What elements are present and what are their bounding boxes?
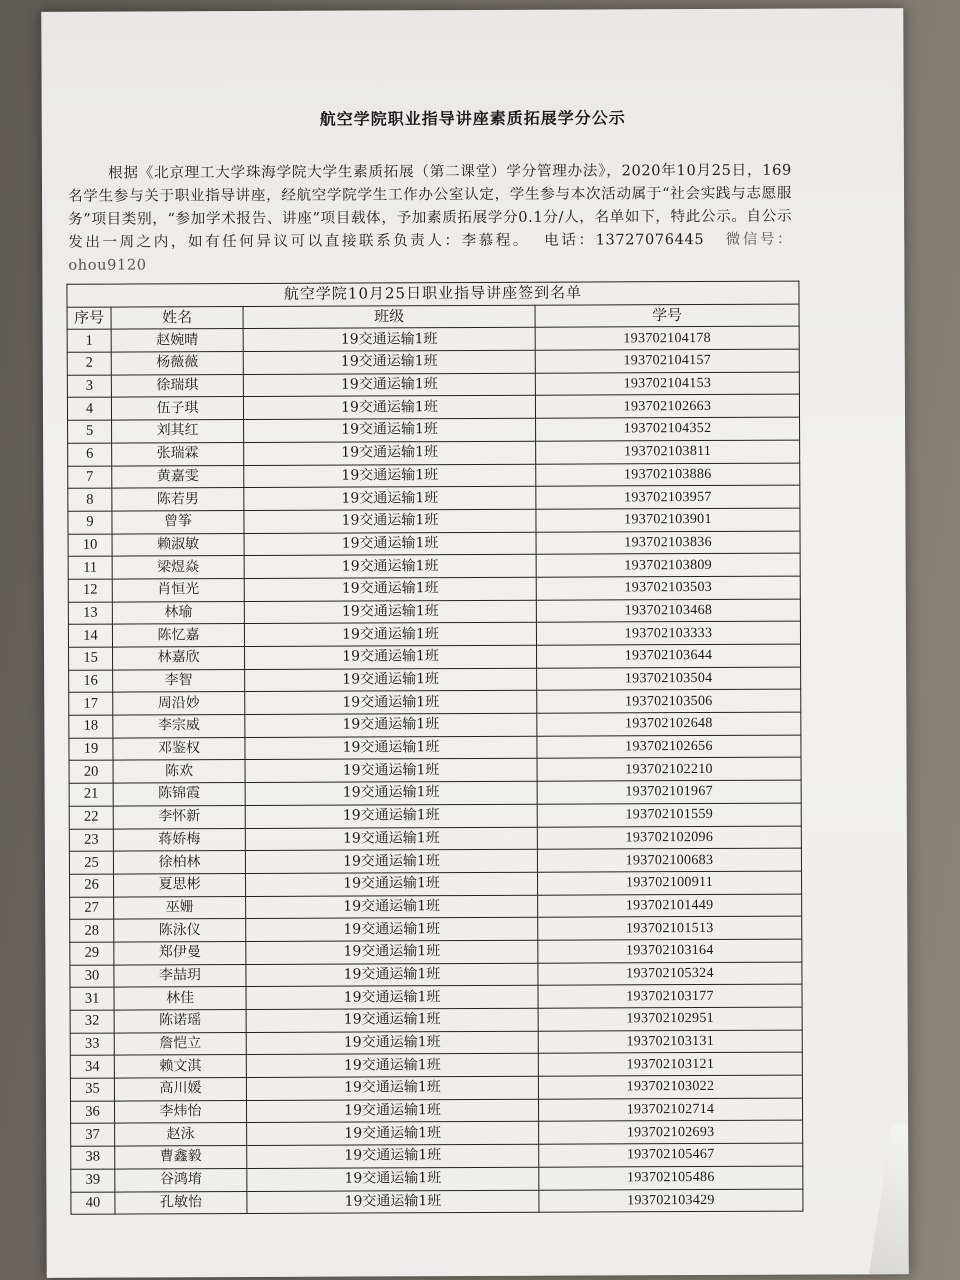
cell-class: 19交通运输1班 xyxy=(244,441,536,465)
cell-class: 19交通运输1班 xyxy=(247,1122,539,1146)
cell-index: 2 xyxy=(67,352,111,375)
cell-name: 赵婉晴 xyxy=(111,329,243,352)
cell-index: 16 xyxy=(69,670,113,693)
table-row xyxy=(68,463,800,489)
cell-index: 26 xyxy=(70,874,114,897)
table-row xyxy=(67,395,799,421)
cell-name: 赵泳 xyxy=(115,1123,247,1146)
cell-class: 19交通运输1班 xyxy=(243,350,535,374)
cell-student-id: 193702101967 xyxy=(537,780,801,804)
cell-student-id: 193702102663 xyxy=(535,395,799,419)
table-row xyxy=(70,894,802,920)
table-row xyxy=(70,1030,802,1056)
cell-index: 14 xyxy=(68,624,112,647)
cell-student-id: 193702103811 xyxy=(536,440,800,464)
cell-index: 34 xyxy=(70,1055,114,1078)
contact-phone: 电话：13727076445 xyxy=(544,230,705,249)
cell-class: 19交通运输1班 xyxy=(245,759,537,783)
cell-index: 21 xyxy=(69,783,113,806)
cell-name: 邓鉴权 xyxy=(113,737,245,760)
table-row xyxy=(68,599,800,625)
cell-class: 19交通运输1班 xyxy=(245,827,537,851)
table-row xyxy=(68,508,800,534)
cell-name: 曾筝 xyxy=(112,510,244,533)
cell-student-id: 193702103131 xyxy=(538,1030,802,1054)
document-title: 航空学院职业指导讲座素质拓展学分公示 xyxy=(319,108,626,129)
cell-name: 梁煜焱 xyxy=(112,556,244,579)
cell-class: 19交通运输1班 xyxy=(246,872,538,896)
cell-index: 33 xyxy=(70,1033,114,1056)
cell-index: 38 xyxy=(71,1146,115,1169)
cell-name: 杨薇薇 xyxy=(111,352,243,375)
notice-text: 根据《北京理工大学珠海学院大学生素质拓展（第二课堂）学分管理办法》，2020年10月25日，169名学生参与关于职业指导讲座，经航空学院学生工作办公室认定，学生参与本次活动属于“社会实践与志愿服务”项目类别，“参加学术报告、讲座”项目载体，予加素质拓展学分0.1分/人，名单如下，特此公示。自公示发出一周之内，如有任何异议可以直接联系负责人：李慕程。 xyxy=(68,161,793,251)
cell-name: 林瑜 xyxy=(112,601,244,624)
cell-index: 12 xyxy=(68,579,112,602)
table-row xyxy=(69,826,801,852)
cell-student-id: 193702103504 xyxy=(537,667,801,691)
cell-class: 19交通运输1班 xyxy=(246,917,538,941)
cell-student-id: 193702103503 xyxy=(536,576,800,600)
cell-index: 15 xyxy=(69,647,113,670)
cell-class: 19交通运输1班 xyxy=(246,1099,538,1123)
cell-index: 29 xyxy=(70,942,114,965)
cell-name: 刘其红 xyxy=(112,420,244,443)
table-body xyxy=(67,326,803,1214)
cell-name: 赖淑敏 xyxy=(112,533,244,556)
cell-index: 3 xyxy=(67,375,111,398)
table-row xyxy=(70,984,802,1010)
cell-student-id: 193702100911 xyxy=(538,871,802,895)
table-row xyxy=(68,485,800,511)
cell-name: 陈诺瑶 xyxy=(114,1010,246,1033)
cell-student-id: 193702103121 xyxy=(538,1052,802,1076)
cell-index: 9 xyxy=(68,511,112,534)
cell-class: 19交通运输1班 xyxy=(247,1190,539,1214)
table-row xyxy=(70,962,802,988)
cell-index: 18 xyxy=(69,715,113,738)
cell-name: 蒋娇梅 xyxy=(113,828,245,851)
cell-name: 李宗威 xyxy=(113,715,245,738)
cell-class: 19交通运输1班 xyxy=(247,1167,539,1191)
cell-index: 25 xyxy=(69,851,113,874)
table-row xyxy=(68,576,800,602)
document-page xyxy=(41,8,909,1278)
header-student-id: 学号 xyxy=(535,304,799,328)
cell-student-id: 193702102693 xyxy=(539,1121,803,1145)
cell-index: 7 xyxy=(68,466,112,489)
cell-class: 19交通运输1班 xyxy=(246,1031,538,1055)
cell-name: 黄嘉雯 xyxy=(112,465,244,488)
cell-class: 19交通运输1班 xyxy=(244,418,536,442)
cell-index: 22 xyxy=(69,806,113,829)
cell-student-id: 193702105486 xyxy=(539,1166,803,1190)
cell-student-id: 193702103886 xyxy=(536,463,800,487)
table-row xyxy=(68,531,800,557)
cell-student-id: 193702103644 xyxy=(537,644,801,668)
table-row xyxy=(68,621,800,647)
cell-index: 23 xyxy=(69,829,113,852)
cell-index: 6 xyxy=(68,443,112,466)
cell-student-id: 193702103164 xyxy=(538,939,802,963)
cell-name: 林嘉欣 xyxy=(113,647,245,670)
cell-index: 35 xyxy=(70,1078,114,1101)
cell-class: 19交通运输1班 xyxy=(244,464,536,488)
cell-student-id: 193702103809 xyxy=(536,553,800,577)
cell-student-id: 193702103506 xyxy=(537,689,801,713)
cell-name: 李炜怡 xyxy=(114,1100,246,1123)
cell-index: 40 xyxy=(71,1192,115,1215)
cell-class: 19交通运输1班 xyxy=(245,781,537,805)
cell-name: 周沿妙 xyxy=(113,692,245,715)
cell-class: 19交通运输1班 xyxy=(246,1054,538,1078)
cell-student-id: 193702103836 xyxy=(536,531,800,555)
cell-name: 赖文淇 xyxy=(114,1055,246,1078)
cell-student-id: 193702103429 xyxy=(539,1189,803,1213)
attendance-table xyxy=(66,281,803,1215)
cell-class: 19交通运输1班 xyxy=(246,895,538,919)
cell-index: 11 xyxy=(68,556,112,579)
cell-index: 39 xyxy=(71,1169,115,1192)
cell-class: 19交通运输1班 xyxy=(246,986,538,1010)
cell-name: 张瑞霖 xyxy=(112,442,244,465)
cell-class: 19交通运输1班 xyxy=(243,328,535,352)
cell-student-id: 193702105324 xyxy=(538,962,802,986)
table-header-row xyxy=(67,304,799,330)
cell-student-id: 193702102951 xyxy=(538,1007,802,1031)
cell-class: 19交通运输1班 xyxy=(245,645,537,669)
cell-class: 19交通运输1班 xyxy=(245,736,537,760)
cell-name: 林佳 xyxy=(114,987,246,1010)
cell-class: 19交通运输1班 xyxy=(244,577,536,601)
table-row xyxy=(67,349,799,375)
cell-class: 19交通运输1班 xyxy=(246,940,538,964)
cell-index: 28 xyxy=(70,919,114,942)
cell-index: 8 xyxy=(68,488,112,511)
cell-class: 19交通运输1班 xyxy=(245,691,537,715)
cell-name: 郑伊曼 xyxy=(114,941,246,964)
cell-student-id: 193702104352 xyxy=(536,417,800,441)
cell-index: 27 xyxy=(70,897,114,920)
cell-name: 陈欢 xyxy=(113,760,245,783)
cell-name: 陈锦霞 xyxy=(113,783,245,806)
cell-student-id: 193702101449 xyxy=(538,894,802,918)
cell-index: 1 xyxy=(67,329,111,352)
table-row xyxy=(70,1007,802,1033)
cell-class: 19交通运输1班 xyxy=(243,373,535,397)
cell-name: 谷鸿堉 xyxy=(115,1168,247,1191)
table-row xyxy=(67,372,799,398)
table-row xyxy=(70,1052,802,1078)
table-row xyxy=(70,1075,802,1101)
cell-class: 19交通运输1班 xyxy=(245,713,537,737)
notice-paragraph xyxy=(68,159,792,277)
cell-student-id: 193702102096 xyxy=(537,826,801,850)
cell-name: 高川媛 xyxy=(114,1078,246,1101)
cell-name: 巫姗 xyxy=(114,896,246,919)
table-row xyxy=(71,1166,803,1192)
cell-class: 19交通运输1班 xyxy=(244,554,536,578)
cell-class: 19交通运输1班 xyxy=(245,668,537,692)
cell-student-id: 193702100683 xyxy=(537,848,801,872)
header-class: 班级 xyxy=(243,305,535,329)
cell-class: 19交通运输1班 xyxy=(244,509,536,533)
table-row xyxy=(68,553,800,579)
cell-index: 32 xyxy=(70,1010,114,1033)
cell-class: 19交通运输1班 xyxy=(244,623,536,647)
cell-name: 李智 xyxy=(113,669,245,692)
header-name: 姓名 xyxy=(111,306,243,329)
cell-student-id: 193702102714 xyxy=(538,1098,802,1122)
cell-student-id: 193702101513 xyxy=(538,916,802,940)
cell-index: 10 xyxy=(68,534,112,557)
cell-student-id: 193702104178 xyxy=(535,326,799,350)
cell-student-id: 193702103333 xyxy=(536,621,800,645)
header-index: 序号 xyxy=(67,307,111,330)
cell-class: 19交通运输1班 xyxy=(245,849,537,873)
cell-student-id: 193702102656 xyxy=(537,735,801,759)
cell-student-id: 193702103468 xyxy=(536,599,800,623)
table-row xyxy=(70,871,802,897)
cell-index: 13 xyxy=(68,602,112,625)
cell-index: 5 xyxy=(68,420,112,443)
table-row xyxy=(70,939,802,965)
cell-index: 19 xyxy=(69,738,113,761)
cell-student-id: 193702102648 xyxy=(537,712,801,736)
cell-name: 肖恒光 xyxy=(112,578,244,601)
cell-index: 31 xyxy=(70,987,114,1010)
table-row xyxy=(69,780,801,806)
cell-student-id: 193702105467 xyxy=(539,1143,803,1167)
table-row xyxy=(71,1143,803,1169)
cell-index: 37 xyxy=(71,1124,115,1147)
cell-student-id: 193702103022 xyxy=(538,1075,802,1099)
cell-class: 19交通运输1班 xyxy=(247,1144,539,1168)
cell-student-id: 193702103177 xyxy=(538,984,802,1008)
cell-name: 李怀新 xyxy=(113,805,245,828)
cell-index: 36 xyxy=(70,1101,114,1124)
cell-class: 19交通运输1班 xyxy=(244,532,536,556)
cell-class: 19交通运输1班 xyxy=(244,600,536,624)
cell-name: 夏思彬 xyxy=(114,873,246,896)
cell-class: 19交通运输1班 xyxy=(243,396,535,420)
cell-index: 17 xyxy=(69,692,113,715)
table-row xyxy=(67,326,799,352)
table-row xyxy=(69,848,801,874)
cell-class: 19交通运输1班 xyxy=(246,1076,538,1100)
table-row xyxy=(71,1189,803,1215)
cell-class: 19交通运输1班 xyxy=(244,486,536,510)
table-row xyxy=(70,916,802,942)
cell-index: 4 xyxy=(67,398,111,421)
table-row xyxy=(68,440,800,466)
cell-class: 19交通运输1班 xyxy=(245,804,537,828)
cell-name: 曹鑫毅 xyxy=(115,1146,247,1169)
cell-student-id: 193702101559 xyxy=(537,803,801,827)
table-row xyxy=(69,758,801,784)
table-row xyxy=(71,1121,803,1147)
cell-name: 陈忆嘉 xyxy=(112,624,244,647)
cell-index: 20 xyxy=(69,761,113,784)
cell-student-id: 193702103901 xyxy=(536,508,800,532)
table-row xyxy=(69,712,801,738)
cell-name: 孔敏怡 xyxy=(115,1191,247,1214)
table-row xyxy=(69,735,801,761)
table-row xyxy=(70,1098,802,1124)
cell-student-id: 193702103957 xyxy=(536,485,800,509)
cell-name: 伍子琪 xyxy=(111,397,243,420)
cell-name: 陈若男 xyxy=(112,488,244,511)
cell-student-id: 193702102210 xyxy=(537,758,801,782)
cell-index: 30 xyxy=(70,965,114,988)
cell-name: 徐柏林 xyxy=(113,851,245,874)
cell-class: 19交通运输1班 xyxy=(246,1008,538,1032)
table-caption: 航空学院10月25日职业指导讲座签到名单 xyxy=(67,281,799,307)
cell-student-id: 193702104153 xyxy=(535,372,799,396)
cell-name: 李喆玥 xyxy=(114,964,246,987)
cell-name: 詹恺立 xyxy=(114,1032,246,1055)
table-row xyxy=(69,644,801,670)
paper-edge-shadow xyxy=(868,1124,909,1274)
contact-wechat: 微信号：ohou9120 xyxy=(68,230,793,274)
cell-student-id: 193702104157 xyxy=(535,349,799,373)
table-row xyxy=(69,803,801,829)
table-row xyxy=(69,689,801,715)
cell-class: 19交通运输1班 xyxy=(246,963,538,987)
table-row xyxy=(69,667,801,693)
cell-name: 徐瑞琪 xyxy=(111,374,243,397)
cell-name: 陈泳仪 xyxy=(114,919,246,942)
table-row xyxy=(68,417,800,443)
